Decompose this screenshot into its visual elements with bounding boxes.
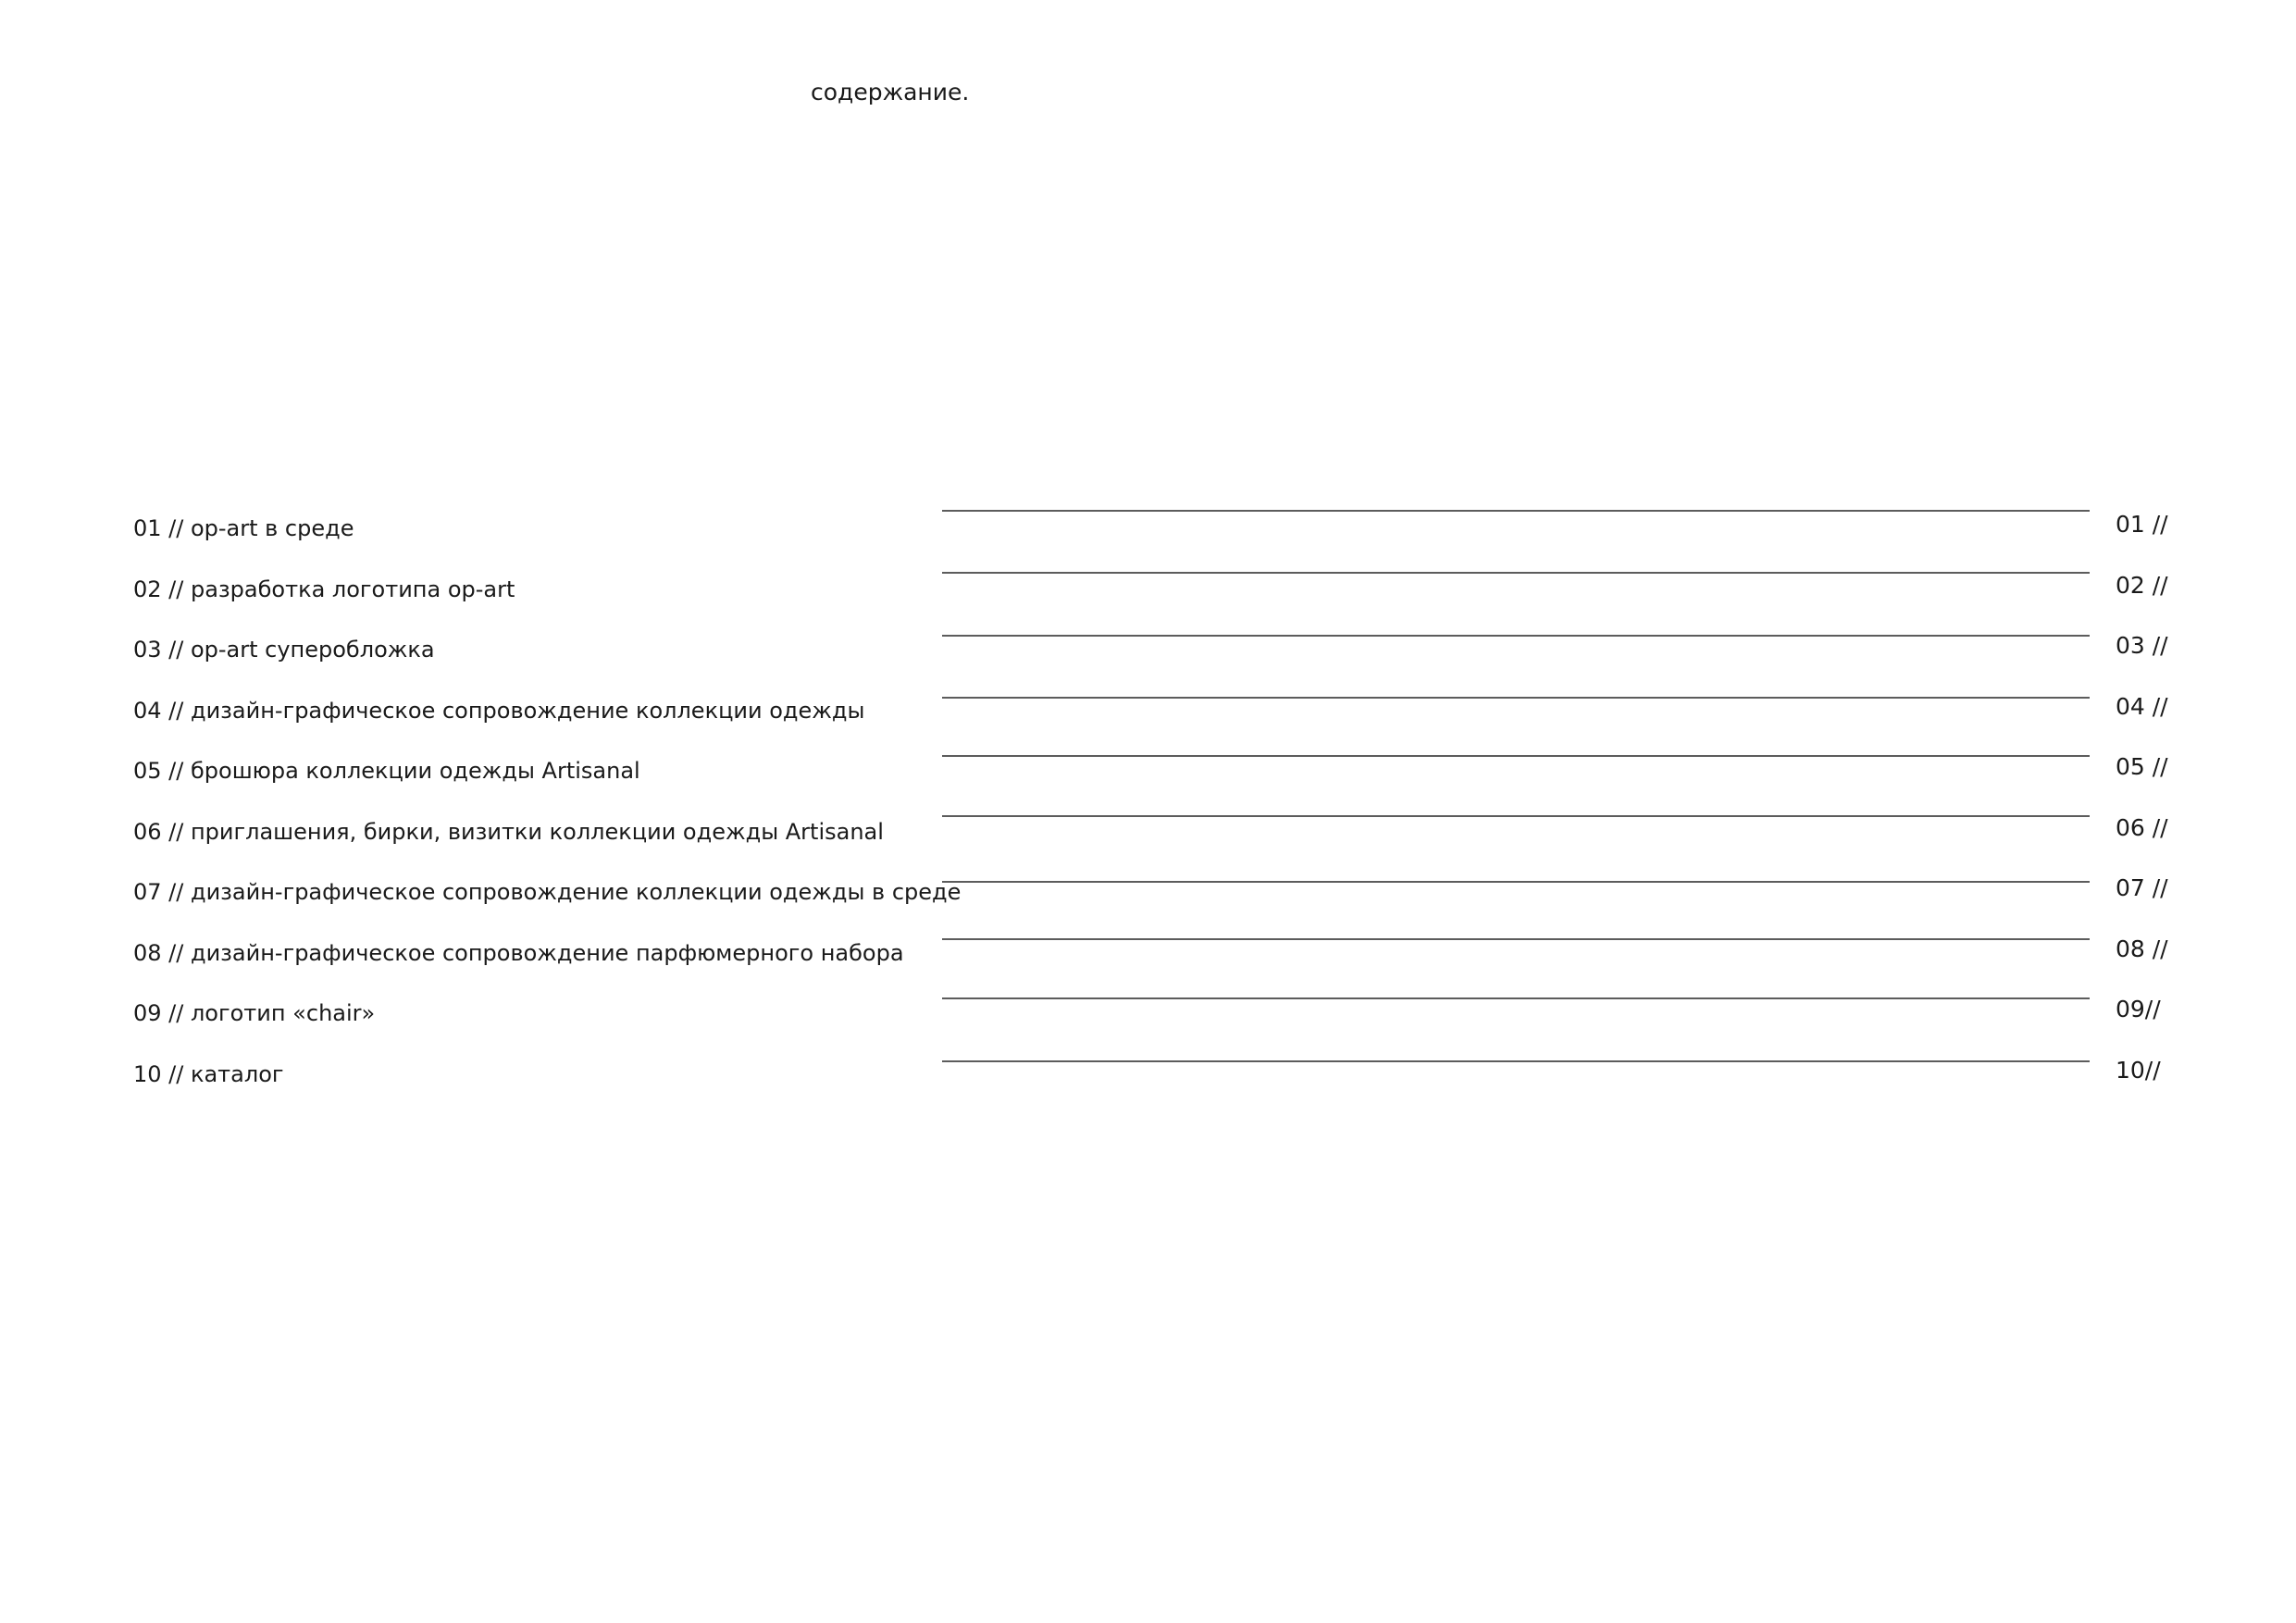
toc-leader-line <box>942 572 2090 574</box>
toc-entry <box>0 510 2296 547</box>
toc-entry <box>0 631 2296 668</box>
toc-leader-line <box>942 635 2090 637</box>
toc-page-number: 09// <box>2116 996 2161 1022</box>
toc-leader-line <box>942 697 2090 699</box>
toc-page-number: 10// <box>2116 1057 2161 1084</box>
toc-entry-title: 09 // логотип «chair» <box>133 1000 376 1026</box>
toc-entry-title: 05 // брошюра коллекции одежды Artisanal <box>133 758 640 784</box>
toc-entry-title: 02 // разработка логотипа op-art <box>133 576 515 602</box>
toc-page-number: 04 // <box>2116 693 2168 720</box>
toc-entry <box>0 1056 2296 1093</box>
toc-entry <box>0 692 2296 729</box>
toc-page-number: 03 // <box>2116 632 2168 659</box>
toc-page-number: 05 // <box>2116 753 2168 780</box>
toc-page-number: 08 // <box>2116 935 2168 962</box>
toc-entry <box>0 873 2296 911</box>
toc-entry-title: 07 // дизайн-графическое сопровождение коллекции одежды в среде <box>133 879 962 905</box>
toc-entry-title: 10 // каталог <box>133 1061 284 1087</box>
page-title: содержание. <box>811 79 970 105</box>
toc-leader-line <box>942 510 2090 512</box>
toc-entry-title: 08 // дизайн-графическое сопровождение парфюмерного набора <box>133 940 904 966</box>
toc-leader-line <box>942 815 2090 817</box>
toc-entry-title: 03 // op-art суперобложка <box>133 637 435 663</box>
toc-page-number: 07 // <box>2116 874 2168 901</box>
toc-leader-line <box>942 1060 2090 1062</box>
toc-entry <box>0 752 2296 789</box>
toc-entry-title: 04 // дизайн-графическое сопровождение коллекции одежды <box>133 698 865 724</box>
toc-entry-title: 06 // приглашения, бирки, визитки коллекции одежды Artisanal <box>133 819 884 845</box>
toc-entry <box>0 935 2296 972</box>
toc-entry <box>0 571 2296 608</box>
toc-page-number: 01 // <box>2116 511 2168 538</box>
toc-entry <box>0 813 2296 850</box>
toc-leader-line <box>942 881 2090 883</box>
toc-entry <box>0 995 2296 1032</box>
toc-leader-line <box>942 938 2090 940</box>
toc-leader-line <box>942 997 2090 999</box>
toc-page-number: 06 // <box>2116 814 2168 841</box>
toc-entry-title: 01 // op-art в среде <box>133 515 354 541</box>
toc-page-number: 02 // <box>2116 572 2168 599</box>
toc-leader-line <box>942 755 2090 757</box>
